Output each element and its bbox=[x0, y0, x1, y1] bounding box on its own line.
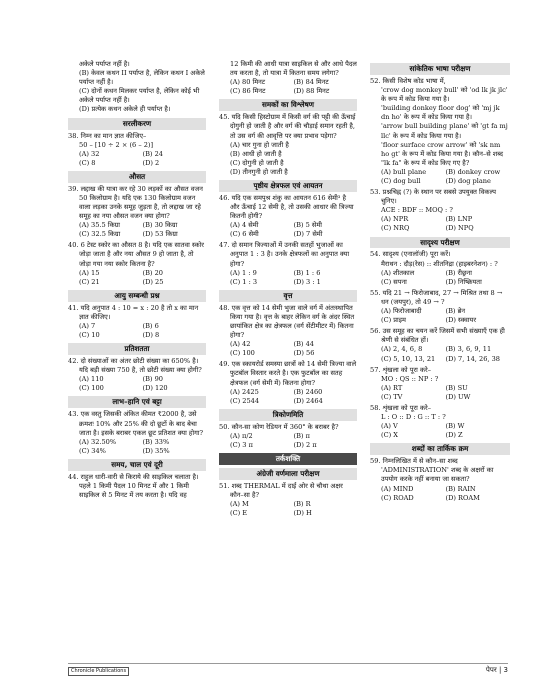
section-header: सांकेतिक भाषा परीक्षण bbox=[370, 63, 510, 75]
section-header: आयु सम्बन्धी प्रश्न bbox=[68, 290, 206, 302]
options bbox=[370, 422, 510, 440]
section-header: वृत्त bbox=[219, 290, 357, 302]
option: (D) 35% bbox=[142, 446, 170, 455]
question-text: 58. शृंखला को पूरा करे– bbox=[370, 403, 432, 412]
option: (B) ब्रेन bbox=[445, 307, 466, 316]
question-text: 43. एक वस्तु जिसकी अंकित कीमत ₹2000 है, उसे क्रमशः 10% और 25% की दो छूटों के बाद बेचा जाता है। इसके बराबर एकल छूट प्रतिशत क्या होगा? bbox=[68, 410, 204, 437]
option: (D) 3 : 1 bbox=[293, 277, 321, 286]
option: (D) ROAM bbox=[445, 493, 480, 502]
option: (A) M bbox=[230, 500, 249, 509]
page-number: पेपर | 3 bbox=[485, 666, 508, 674]
section-header: समकों का विश्लेषण bbox=[219, 99, 357, 111]
option: (A) 42 bbox=[230, 340, 251, 349]
options bbox=[370, 345, 510, 363]
option: (A) V bbox=[381, 422, 398, 431]
question-51 bbox=[219, 482, 357, 518]
option: (A) NPR bbox=[381, 215, 409, 224]
option: (D) UW bbox=[445, 392, 471, 401]
option: (B) 90 bbox=[142, 375, 163, 384]
options bbox=[219, 141, 357, 177]
section-header: अंग्रेजी वर्णमाला परीक्षण bbox=[219, 468, 357, 480]
options bbox=[370, 384, 510, 402]
option: (A) शीतकाल bbox=[381, 268, 415, 277]
text-line: (B) केवल कथन II पर्याप्त है, लेकिन कथन I अकेले पर्याप्त नहीं है। bbox=[79, 69, 205, 87]
option: (C) 5, 10, 13, 21 bbox=[381, 354, 436, 363]
section-header: औसत bbox=[68, 171, 206, 183]
question-47 bbox=[219, 241, 357, 286]
option: (C) 100 bbox=[79, 384, 104, 393]
options bbox=[219, 78, 357, 96]
option: (A) MIND bbox=[381, 484, 414, 493]
question-41 bbox=[68, 304, 206, 340]
options bbox=[219, 432, 357, 450]
question-text: 40. 6 टेस्ट स्कोर का औसत 8 है। यदि एक सातवा स्कोर जोड़ा जाता है और नया औसत 9 हो जाता है, तो जोड़ा गया नया स्कोर कितना है? bbox=[68, 241, 204, 268]
options bbox=[219, 388, 357, 406]
option: (A) फिरोजाबादी bbox=[381, 307, 422, 316]
option: (C) 2544 bbox=[230, 396, 260, 405]
question-53 bbox=[370, 188, 510, 233]
expression: मैराथन : दौड़(रेस) :: शीतनिद्रा (हाइबरनेशन) : ? bbox=[381, 259, 498, 268]
option: (C) प्राइम bbox=[381, 316, 406, 325]
expression: MO : QS :: NP : ? bbox=[381, 374, 439, 383]
options bbox=[219, 500, 357, 518]
question-text: 38. निम्न का मान ज्ञात कीजिए– bbox=[68, 131, 147, 140]
options bbox=[370, 485, 510, 503]
option: (D) 2 bbox=[142, 158, 160, 167]
question-text: 47. दो समान त्रिज्याओं में उनकी सतहों भुजाओं का अनुपात 1 : 3 है। उनके क्षेत्रफलों का अनुपात क्या होगा? bbox=[219, 241, 350, 268]
option: (D) निष्क्रियता bbox=[445, 277, 482, 286]
text-line: अकेले पर्याप्त नहीं है। bbox=[79, 60, 130, 68]
expression: ACE : BDF :: MOQ : ? bbox=[381, 206, 453, 215]
section-header: प्रतिशतता bbox=[68, 343, 206, 355]
option: (C) 8 bbox=[79, 158, 96, 167]
question-text: 46. यदि एक समपुश्र शंकु का आयतन 616 सेमी³ है और ऊँचाई 12 सेमी है, तो उसकी आधार की त्रिज्या कितनी होगी? bbox=[219, 193, 354, 221]
question-text: 53. प्रश्नचिह्न (?) के स्थान पर सबसे उपयुक्त विकल्प चुनिए। bbox=[370, 188, 497, 206]
options bbox=[370, 269, 510, 287]
code-line: 'crow dog monkey bull' को 'od lk jk jlc' के रूप में कोड किया गया है। bbox=[381, 86, 508, 104]
option: (D) NPQ bbox=[445, 224, 474, 233]
option: (D) 7 सेमी bbox=[293, 230, 323, 239]
publisher-logo: Chronicle Publications bbox=[68, 667, 129, 676]
option: (C) 34% bbox=[79, 446, 106, 455]
text-line: (C) दोनों कथन मिलकर पर्याप्त है, लेकिन कोई भी अकेले पर्याप्त नहीं है। bbox=[79, 87, 200, 105]
question-43 bbox=[68, 410, 206, 455]
page-content bbox=[68, 60, 508, 655]
options bbox=[68, 375, 206, 393]
option: (A) 4 सेमी bbox=[230, 221, 259, 230]
question-56 bbox=[370, 327, 510, 363]
option: (C) 21 bbox=[79, 277, 100, 286]
section-header: शब्दों का तार्किक क्रम bbox=[370, 443, 510, 455]
option: (C) 100 bbox=[230, 349, 255, 358]
option: (B) 20 bbox=[142, 268, 163, 277]
question-text: 54. सादृश्य (एनालॉजी) पूरा करें। bbox=[370, 250, 451, 259]
option: (B) LNP bbox=[445, 215, 473, 224]
option: (C) ROAD bbox=[381, 493, 414, 502]
option: (D) 7, 14, 26, 38 bbox=[445, 354, 500, 363]
question-text: 55. यदि 21 → फिरोजाबाद, 27 → मिश्रित तथा 8 → धन (जयपुर), तो 49 → ? bbox=[370, 288, 503, 306]
section-header: लाभ–हानि एवं बट्टा bbox=[68, 396, 206, 408]
option: (B) SU bbox=[445, 383, 468, 392]
option: (D) 88 मिनट bbox=[293, 87, 330, 96]
options bbox=[68, 150, 206, 168]
text-line: (D) प्रत्येक कथन अकेले ही पर्याप्त है। bbox=[79, 105, 171, 114]
option: (D) 56 bbox=[293, 349, 315, 358]
option: (A) 7 bbox=[79, 321, 96, 330]
option: (A) चार गुना हो जाती है bbox=[230, 140, 289, 149]
option: (D) 120 bbox=[142, 384, 168, 393]
question-text: 48. एक वृत्त को 14 सेमी भुजा वाले वर्ग में अंतःस्थापित किया गया है। वृत्त के बाहर लेकिन वर्ग के अंदर स्थित छायांकित क्षेत्र का क्षेत्रफल (वर्ग सेंटीमीटर में) कितना होगा? bbox=[219, 303, 355, 340]
option: (C) E bbox=[230, 509, 248, 518]
question-text: 57. शृंखला को पूरा करे– bbox=[370, 365, 432, 374]
option: (D) dog plane bbox=[445, 176, 491, 185]
column-2 bbox=[219, 60, 357, 518]
options bbox=[68, 438, 206, 456]
question-46 bbox=[219, 194, 357, 239]
option: (B) 44 bbox=[293, 340, 314, 349]
options bbox=[219, 269, 357, 287]
question-48 bbox=[219, 304, 357, 359]
option: (D) तीनगुनी हो जाती है bbox=[230, 167, 288, 176]
option: (B) 30 किग्रा bbox=[142, 221, 178, 230]
question-50 bbox=[219, 423, 357, 450]
question-44 bbox=[68, 473, 206, 500]
section-header: सादृश्य परीक्षण bbox=[370, 237, 510, 249]
expression: 50 – [10 ÷ 2 × (6 – 2)] bbox=[79, 140, 154, 149]
options bbox=[370, 215, 510, 233]
expression: L : O :: D : G :: T : ? bbox=[381, 413, 446, 422]
options bbox=[370, 307, 510, 325]
question-59 bbox=[370, 457, 510, 502]
option: (D) 2 π bbox=[293, 440, 317, 449]
option: (B) W bbox=[445, 422, 465, 431]
option: (B) R bbox=[293, 500, 311, 509]
option: (D) स्क्वायर bbox=[445, 316, 477, 325]
option: (C) दोगुनी हो जाती है bbox=[230, 158, 284, 167]
question-text: 42. दो संख्याओं का अंतर छोटी संख्या का 650% है। यदि बड़ी संख्या 750 है, तो छोटी संख्या क्या होगी? bbox=[68, 357, 202, 375]
question-39 bbox=[68, 185, 206, 240]
option: (D) 8 bbox=[142, 331, 160, 340]
question-text: 44. राहुल धारी-वारी से किराये की साइकिल चलाता है। पहले 1 किमी पैदल 10 मिनट में और 1 किमी साइकिल से 5 मिनट में तय करता है। यदि वह bbox=[68, 472, 199, 499]
question-40 bbox=[68, 241, 206, 286]
options bbox=[219, 340, 357, 358]
option: (B) 33% bbox=[142, 437, 170, 446]
column-3 bbox=[370, 60, 510, 503]
option: (A) π/2 bbox=[230, 431, 253, 440]
option: (C) 6 सेमी bbox=[230, 230, 259, 239]
question-58 bbox=[370, 404, 510, 440]
question-text: 59. निम्नलिखित में से कौन–सा शब्द 'ADMINISTRATION' शब्द के अक्षरों का उपयोग करके नहीं बनाया जा सकता? bbox=[370, 457, 494, 484]
option: (C) 86 मिनट bbox=[230, 87, 266, 96]
option: (C) TV bbox=[381, 392, 403, 401]
option: (A) RT bbox=[381, 383, 403, 392]
option: (A) bull plane bbox=[381, 167, 427, 176]
options bbox=[219, 221, 357, 239]
option: (C) 3 π bbox=[230, 440, 253, 449]
question-54 bbox=[370, 250, 510, 286]
section-header: सरलीकरण bbox=[68, 118, 206, 130]
question-text: 56. उस समूह का चयन करें जिसमें सभी संख्याएँ एक ही श्रेणी से संबंधित हों। bbox=[370, 327, 505, 345]
options bbox=[68, 221, 206, 239]
option: (D) Z bbox=[445, 431, 463, 440]
question-text: 49. एक स्कायरोर्ड समस्या छात्रों को 14 सेमी त्रिज्या वाले फुटबॉल विस्तार करते है। एक फुटबॉल का सतह क्षेत्रफल (वर्ग सेमी में) कितना होगा? bbox=[219, 360, 357, 387]
option: (D) 25 bbox=[142, 277, 164, 286]
section-header: पृष्ठीय क्षेत्रफल एवं आयतन bbox=[219, 180, 357, 192]
option: (B) रीछ्रना bbox=[445, 268, 472, 277]
option: (D) 2464 bbox=[293, 396, 323, 405]
option: (A) 2425 bbox=[230, 387, 259, 396]
question-57 bbox=[370, 366, 510, 402]
option: (A) 32.50% bbox=[79, 437, 117, 446]
option: (D) 53 किग्रा bbox=[142, 230, 178, 239]
question-55 bbox=[370, 289, 510, 325]
question-52 bbox=[370, 77, 510, 186]
question-text: 12 किमी की आधी यात्रा साइकिल से और आधे पैदल तय करता है, तो यात्रा में कितना समय लगेगा? bbox=[230, 60, 357, 78]
option: (B) π bbox=[293, 431, 310, 440]
option: (B) 3, 6, 9, 11 bbox=[445, 345, 492, 354]
question-text: 52. किसी विशेष कोड भाषा में, bbox=[370, 76, 446, 85]
page-footer bbox=[68, 663, 508, 677]
option: (B) 5 सेमी bbox=[293, 221, 322, 230]
options bbox=[370, 168, 510, 186]
option: (C) NRQ bbox=[381, 224, 410, 233]
section-header: त्रिकोणमिति bbox=[219, 409, 357, 421]
question-text: 45. यदि किसी हिस्टोग्राम में किसी वर्ग की पट्टी की ऊँचाई दोगुनी हो जाती है और वर्ग की चौड़ाई समान रहती है, तो उस वर्ग की आवृत्ति पर क्या प्रभाव पड़ेगा? bbox=[219, 113, 356, 140]
option: (A) 110 bbox=[79, 375, 104, 384]
question-text: 39. लद्दाख की यात्रा कर रहे 30 लड़कों का औसत वजन 50 किलोग्राम है। यदि एक 130 किलोग्राम वजन वाला लड़का उनके समूह जुड़ता है, तो लद्दाख जा रहे समूह का नया औसत वजन क्या होगा? bbox=[68, 184, 203, 221]
question-text: 41. यदि अनुपात 4 : 10 = x : 20 है तो x का मान ज्ञात कीजिए। bbox=[68, 303, 199, 321]
option: (A) 80 मिनट bbox=[230, 78, 266, 87]
option: (B) आधी हो जाती है bbox=[230, 149, 282, 158]
option: (C) dog bull bbox=[381, 176, 421, 185]
column-1 bbox=[68, 60, 206, 500]
option: (C) 10 bbox=[79, 331, 100, 340]
section-header-dark: तर्कशक्ति bbox=[219, 453, 357, 465]
options bbox=[68, 269, 206, 287]
code-line: 'arrow bull building plane' को 'gt fa mj llc' के रूप में कोड किया गया है। bbox=[381, 122, 508, 140]
option: (C) X bbox=[381, 431, 398, 440]
code-line: 'building donkey floor dog' को 'mj jk dn ho' के रूप में कोड किया गया है। bbox=[381, 104, 500, 122]
options bbox=[68, 322, 206, 340]
question-38 bbox=[68, 132, 206, 168]
code-line: 'floor surface crow arrow' को 'sk nm ho gt' के रूप में कोड किया गया है। कौन–से शब्द "lk fa" के रूप में कोड किए गए है? bbox=[381, 140, 503, 167]
option: (C) सपना bbox=[381, 277, 407, 286]
option: (B) 24 bbox=[142, 149, 163, 158]
option: (B) 1 : 6 bbox=[293, 268, 321, 277]
option: (C) 32.5 किग्रा bbox=[79, 230, 121, 239]
option: (A) 35.5 किग्रा bbox=[79, 221, 120, 230]
option: (B) 2460 bbox=[293, 387, 323, 396]
option: (A) 1 : 9 bbox=[230, 268, 257, 277]
question-45 bbox=[219, 113, 357, 177]
option: (A) 32 bbox=[79, 149, 100, 158]
option: (B) donkey crow bbox=[445, 167, 501, 176]
option: (B) RAIN bbox=[445, 484, 476, 493]
option: (B) 84 मिनट bbox=[293, 78, 329, 87]
option: (A) 2, 4, 6, 8 bbox=[381, 345, 423, 354]
question-42 bbox=[68, 357, 206, 393]
section-header: समय, चाल एवं दूरी bbox=[68, 459, 206, 471]
question-49 bbox=[219, 360, 357, 405]
option: (B) 6 bbox=[142, 321, 159, 330]
question-text: 50. कौन-सा कोण रेडियन में 360° के बराबर है? bbox=[219, 422, 339, 431]
option: (C) 1 : 3 bbox=[230, 277, 258, 286]
option: (D) H bbox=[293, 509, 312, 518]
question-text: 51. शब्द THERMAL में दाईं ओर से चौथा अक्षर कौन–सा है? bbox=[219, 481, 343, 499]
option: (A) 15 bbox=[79, 268, 100, 277]
